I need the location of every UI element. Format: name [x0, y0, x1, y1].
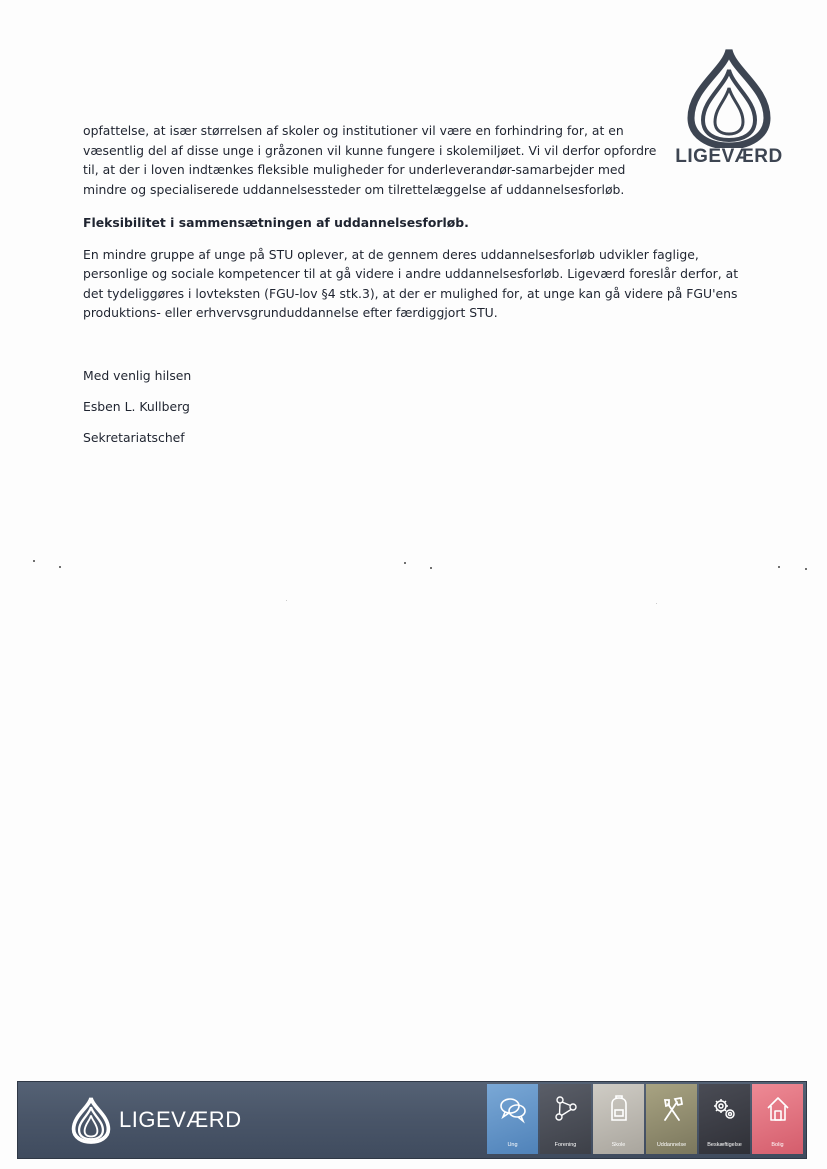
tile-label: Beskæftigelse: [707, 1142, 742, 1148]
scan-speck: [404, 562, 406, 564]
footer-banner: [17, 1081, 807, 1159]
speech-bubbles-icon: [498, 1094, 528, 1124]
tile-bolig: [752, 1084, 803, 1154]
scan-speck: [778, 566, 780, 568]
tile-skole: [593, 1084, 644, 1154]
tile-uddannelse: [646, 1084, 697, 1154]
tile-label: Bolig: [771, 1142, 784, 1148]
tools-icon: [657, 1094, 687, 1124]
backpack-icon: [604, 1094, 634, 1124]
scan-speck: [430, 567, 432, 569]
footer-wordmark: LIGEVÆRD: [119, 1107, 242, 1132]
network-icon: [551, 1094, 581, 1124]
footer-logo: [69, 1095, 242, 1145]
footer-tiles: [487, 1084, 803, 1154]
tile-beskaeftigelse: [699, 1084, 750, 1154]
signature-block: [83, 366, 191, 459]
house-icon: [763, 1094, 793, 1124]
signatory-title: Sekretariatschef: [83, 430, 185, 445]
body-paragraph-2: En mindre gruppe af unge på STU oplever, at de gennem deres uddannelsesforløb udvikler faglige, personlige og sociale kompetencer til at gå videre i andre uddannelsesforløb. Ligeværd foreslår derfor, at det tydeliggøres i lovteksten (FGU-lov §4 stk.3), at der er mulighed for, at unge kan gå videre på FGU'ens produktions- eller erhvervsgrunduddannelse efter færdiggjort STU.: [83, 246, 739, 320]
scan-speck: [805, 568, 807, 570]
scan-speck: [59, 566, 61, 568]
letter-body: [83, 121, 743, 323]
tile-ung: [487, 1084, 538, 1154]
signatory-name: Esben L. Kullberg: [83, 399, 190, 414]
gears-icon: [710, 1094, 740, 1124]
body-paragraph-1: opfattelse, at især størrelsen af skoler og institutioner vil være en forhindring for, at en væsentlig del af disse unge i gråzonen vil kunne fungere i skolemiljøet. Vi vil derfor opfordre til, at der i loven indtænkes fleksible muligheder for underleverandør-samarbejder med mindre og specialiserede uddannelsessteder om tilrettelæggelse af uddannelsesforløb.: [83, 123, 657, 197]
tile-label: Uddannelse: [656, 1142, 687, 1148]
scan-speck: [656, 603, 657, 604]
section-heading: Fleksibilitet i sammensætningen af uddannelsesforløb.: [83, 215, 469, 230]
tile-label: Skole: [611, 1142, 626, 1148]
tile-label: Ung: [507, 1142, 518, 1148]
logo-wordmark: LIGEVÆRD: [675, 146, 783, 167]
tile-forening: [540, 1084, 591, 1154]
tile-label: Forening: [554, 1142, 577, 1148]
scan-speck: [286, 600, 287, 601]
closing-greeting: Med venlig hilsen: [83, 368, 192, 383]
scan-speck: [33, 560, 35, 562]
ligevaerd-drop-logo-icon: [69, 1096, 113, 1144]
